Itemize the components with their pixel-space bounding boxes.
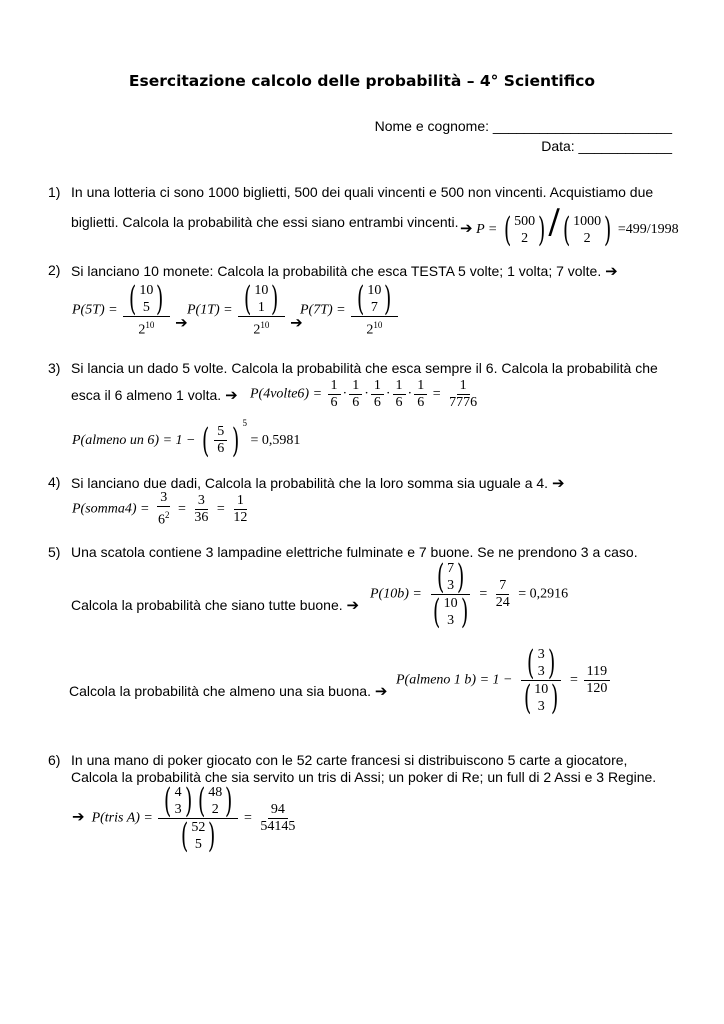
dot: · [342,386,348,402]
formula-all-good: P(10b) = ( 7 3 ) ( 10 3 ) = $\frac{7}{24}$ = 0,2916 [370,557,569,632]
numerator: 1 [328,378,341,395]
formula-lhs: P(4volte6) = [250,386,323,402]
formula-result: = 0,2916 [518,586,569,602]
exponent: 10 [145,320,155,330]
denominator: 120 [586,681,608,696]
denominator: 6 [330,395,338,410]
arrow-right-icon: ➔ [290,313,303,332]
binom-top: 1000 [573,213,602,229]
binom-top: 500 [514,213,536,229]
formula-result: = 0,5981 [250,433,301,448]
binom-bottom: 2 [211,802,219,817]
formula-lhs: P(1T) = [187,302,233,318]
question-1-text-2: biglietti. Calcola la probabilità che essi siano entrambi vincenti. [71,214,459,230]
question-3-text: Si lancia un dado 5 volte. Calcola la probabilità che esca sempre il 6. Calcola la probabilità che [71,360,658,376]
formula-always-six [250,378,482,411]
numerator: 1 [371,378,384,395]
binom-top: 10 [139,283,154,298]
denominator: 6 [158,512,165,528]
formula-sum-four [72,490,252,529]
binom-bottom: 7 [370,300,378,315]
question-3-line: esca il 6 almeno 1 volta. [71,387,222,403]
formula-lhs: P = [476,222,498,237]
binom-bottom: 5 [142,300,150,315]
binom-bottom: 3 [447,578,455,593]
question-5-text: Una scatola contiene 3 lampadine elettriche fulminate e 7 buone. Se ne prendono 3 a caso. [71,544,638,560]
question-number: 6) [48,752,61,768]
numerator: 3 [157,490,170,507]
formula-p5t: P(5T) = ( 10 5 ) $2^{10}$ ➔ [72,279,188,338]
denominator: 36 [194,509,209,525]
binomial: ( 1000 2 ) [562,209,612,250]
binom-bottom: 2 [521,230,529,246]
equals: = [432,386,441,402]
equals: = [570,672,578,688]
question-number: 5) [48,544,61,560]
question-number: 4) [48,474,61,490]
binom-bottom: 3 [537,664,545,679]
exponent: 10 [373,320,383,330]
arrow-right-icon: ➔ [460,219,473,237]
answer-1-formula: ➔ P = ( 500 2 ) / ( 1000 2 ) =499/1998 [460,202,679,250]
binom-top: 10 [534,682,549,697]
binom-top: 4 [174,785,182,800]
numerator: 94 [268,802,288,819]
formula-tris-assi: ➔ P(tris A) = ( 4 3 ) ( 48 2 ) ( 52 5 ) = $\frac{94}{54145}$ [72,784,300,853]
formula-at-least-one-good: P(almeno 1 b) = 1 − ( 3 3 ) ( 10 3 ) = $\frac{119}{120}$ [396,646,612,715]
binom-top: 52 [191,820,206,835]
denominator: 6 [352,395,360,410]
exponent: 2 [165,510,170,520]
arrow-right-icon: ➔ [72,807,85,826]
numerator: 1 [393,378,406,395]
question-3-text-2 [71,386,238,404]
question-5-line: Calcola la probabilità che almeno una sia buona. [69,683,371,699]
binom-bottom: 5 [194,837,202,852]
question-1-text: In una lotteria ci sono 1000 biglietti, 500 dei quali vincenti e 500 non vincenti. Acquistiamo due [71,184,654,200]
question-6-text-2: Calcola la probabilità che sia servito un tris di Assi; un poker di Re; un full di 2 Assi e 3 Regine. [71,769,657,785]
question-number: 2) [48,262,61,278]
arrow-right-icon: ➔ [551,474,565,492]
date-field-line: Data: ____________ [541,138,672,154]
dot: · [407,386,413,402]
denominator: 24 [495,595,510,610]
dot: · [364,386,369,402]
binom-bottom: 3 [537,699,545,714]
binom-top: 10 [367,283,382,298]
binom-top: 10 [254,283,269,298]
binomial: ( 500 2 ) [503,209,546,250]
binom-top: 3 [537,647,545,662]
arrow-right-icon: ➔ [225,386,238,404]
question-5-text-3 [69,682,387,700]
denominator: 6 [373,395,381,410]
binom-top: 7 [447,561,455,576]
name-field-line: Nome e cognome: _______________________ [374,118,672,134]
arrow-right-icon: ➔ [605,262,618,280]
binom-bottom: 2 [583,230,591,246]
binom-top: 10 [443,596,458,611]
formula-lhs: P(tris A) = [91,810,153,826]
question-number: 3) [48,360,61,376]
numerator: 7 [496,578,509,595]
numerator: 1 [457,378,470,395]
formula-lhs: P(somma4) = [72,501,150,517]
denominator: 6 [417,395,425,410]
question-5-text-2 [71,596,359,614]
formula-lhs: P(5T) = [72,302,118,318]
question-2-line: Si lanciano 10 monete: Calcola la probabilità che esca TESTA 5 volte; 1 volta; 7 volte. [71,263,602,279]
formula-at-least-one-six: P(almeno un 6) = 1 − ( $\frac{5}{6}$ ) $^5$ = 0,5981 [72,418,301,461]
dot: · [385,386,391,402]
numerator: 1 [349,378,362,395]
equals: = [243,810,252,826]
formula-lhs: P(almeno 1 b) = 1 − [396,672,513,688]
denominator: 7776 [449,395,478,410]
numerator: 3 [195,493,208,510]
binom-top: 48 [208,785,223,800]
denominator: 54145 [260,819,296,834]
equals: = [216,501,225,517]
arrow-right-icon: ➔ [175,313,188,332]
denominator: 2 [138,322,146,338]
question-6-text: In una mano di poker giocato con le 52 carte francesi si distribuiscono 5 carte a giocatore, [71,752,628,768]
numerator: 1 [234,493,247,510]
formula-lhs: P(almeno un 6) = 1 − [72,433,196,448]
arrow-right-icon: ➔ [346,596,360,614]
denominator: 2 [253,322,261,338]
denominator: 2 [366,322,374,338]
binom-bottom: 1 [257,300,265,315]
numerator: 1 [414,378,427,395]
binom-bottom: 3 [174,802,182,817]
exponent: 10 [260,320,270,330]
numerator: 5 [214,424,227,441]
equals: = [479,586,488,602]
question-5-line: Calcola la probabilità che siano tutte buone. [71,597,343,613]
exponent: 5 [242,418,248,428]
formula-lhs: P(10b) = [370,586,422,602]
denominator: 6 [395,395,403,410]
formula-p1t: P(1T) = ( 10 1 ) $2^{10}$ ➔ [187,279,303,338]
page-title: Esercitazione calcolo delle probabilità – 4° Scientifico [128,72,596,90]
equals: = [178,501,186,517]
numerator: 119 [584,664,610,681]
question-4-line: Si lanciano due dadi, Calcola la probabilità che la loro somma sia uguale a 4. [71,475,549,491]
formula-p7t: P(7T) = ( 10 7 ) $2^{10}$ [300,282,400,339]
binom-bottom: 3 [447,613,455,628]
denominator: 12 [233,509,248,525]
formula-lhs: P(7T) = [300,302,346,318]
denominator: 6 [217,441,225,457]
question-number: 1) [48,184,61,200]
question-2-text [71,262,618,280]
formula-result: =499/1998 [617,222,679,237]
arrow-right-icon: ➔ [374,682,388,700]
